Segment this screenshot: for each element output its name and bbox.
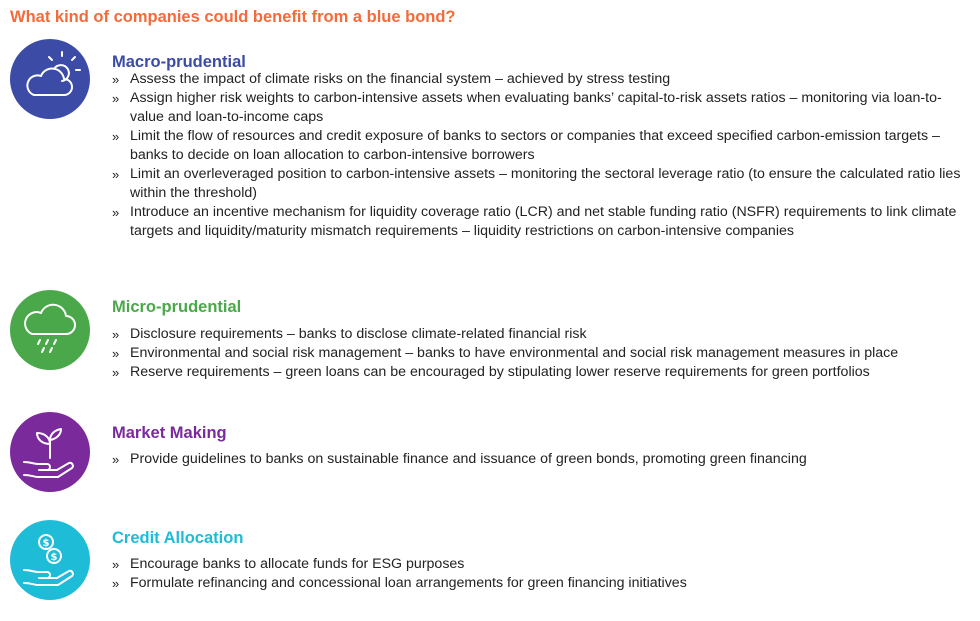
list-item: » Provide guidelines to banks on sustainable finance and issuance of green bonds, promoting green financing [112,451,807,467]
list-item: » Environmental and social risk management – banks to have environmental and social risk management measures in place [112,345,899,361]
bullet-list [112,325,972,382]
list-item: » Assess the impact of climate risks on the financial system – achieved by stress testing [112,71,671,87]
section-heading: Micro-prudential [112,298,242,316]
page-title: What kind of companies could benefit from a blue bond? [10,8,456,26]
bullet-list [112,70,972,241]
bullet-icon: » [112,91,120,106]
bullet-icon: » [112,576,120,591]
list-item: » Disclosure requirements – banks to disclose climate-related financial risk [112,326,587,342]
list-item: » Limit an overleveraged position to carbon-intensive assets – monitoring the sectoral leverage ratio (to ensure the calculated ratio lies within the threshold) [112,166,961,201]
bullet-list [112,555,972,593]
svg-text:$: $ [50,552,58,563]
hand-coins-icon [10,520,90,600]
bullet-icon: » [112,167,120,182]
bullet-icon: » [112,129,120,144]
bullet-icon: » [112,557,120,572]
bullet-icon: » [112,346,120,361]
bullet-icon: » [112,72,120,87]
section-heading: Macro-prudential [112,53,246,71]
bullet-list [112,450,972,469]
section-heading: Market Making [112,424,227,442]
sun-cloud-icon [10,39,90,119]
bullet-icon: » [112,327,120,342]
bullet-icon: » [112,205,120,220]
bullet-icon: » [112,452,120,467]
bullet-icon: » [112,365,120,380]
section-heading: Credit Allocation [112,529,244,547]
list-item: » Formulate refinancing and concessional loan arrangements for green financing initiatives [112,575,687,591]
list-item: » Reserve requirements – green loans can be encouraged by stipulating lower reserve requirements for green portfolios [112,364,870,380]
list-item: » Introduce an incentive mechanism for liquidity coverage ratio (LCR) and net stable funding ratio (NSFR) requirements to link climate targets and liquidity/maturity mismatch requirements – liquidity restrictions on carbon-intensive companies [112,204,957,239]
svg-text:$: $ [42,538,50,549]
list-item: » Assign higher risk weights to carbon-intensive assets when evaluating banks’ capital-to-risk assets ratios – monitoring via loan-to-value and loan-to-income caps [112,90,942,125]
list-item: » Limit the flow of resources and credit exposure of banks to sectors or companies that exceed specified carbon-emission targets – banks to decide on loan allocation to carbon-intensive borrowers [112,128,940,163]
rain-cloud-icon [10,290,90,370]
list-item: » Encourage banks to allocate funds for ESG purposes [112,556,465,572]
hand-sprout-icon [10,412,90,492]
